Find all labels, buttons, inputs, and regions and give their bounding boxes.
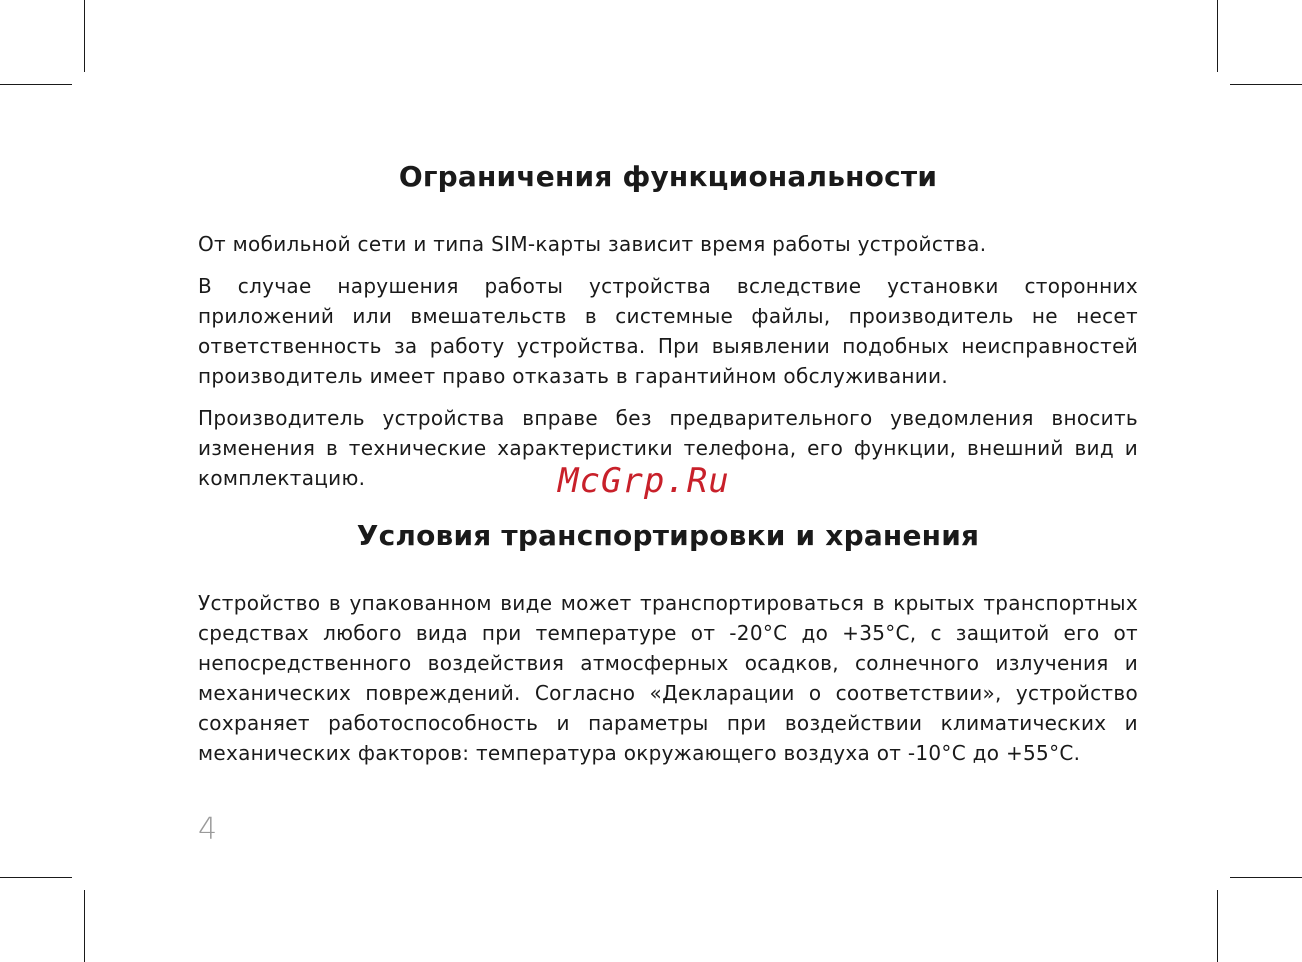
- crop-mark-top-left-horizontal: [0, 84, 72, 85]
- crop-mark-top-right-horizontal: [1230, 84, 1302, 85]
- page-content: [198, 150, 1138, 768]
- crop-mark-top-left-vertical: [84, 0, 85, 72]
- crop-mark-bottom-right-vertical: [1217, 890, 1218, 962]
- crop-mark-top-right-vertical: [1217, 0, 1218, 72]
- paragraph-transport-conditions: Устройство в упакованном виде может транспортироваться в крытых транспортных средствах любого вида при температуре от -20°C до +35°C, с защитой его от непосредственного воздействия атмосферных осадков, солнечного излучения и механических повреждений. Согласно «Декларации о соответствии», устройство сохраняет работоспособность и параметры при воздействии климатических и механических факторов: температура окружающего воздуха от -10°C до +55°C.: [198, 591, 1138, 765]
- paragraph-third-party-apps: В случае нарушения работы устройства вследствие установки сторонних приложений или вмешательств в системные файлы, производитель не несет ответственность за работу устройства. При выявлении подобных неисправностей производитель имеет право отказать в гарантийном обслуживании.: [198, 274, 1138, 388]
- crop-mark-bottom-right-horizontal: [1230, 877, 1302, 878]
- crop-mark-bottom-left-horizontal: [0, 877, 72, 878]
- page-number: 4: [198, 812, 218, 847]
- watermark: McGrp.Ru: [558, 461, 730, 501]
- section-title-transport-storage: Условия транспортировки и хранения: [356, 519, 980, 552]
- paragraph-sim-dependency: От мобильной сети и типа SIM-карты зависит время работы устройства.: [198, 232, 987, 256]
- crop-mark-bottom-left-vertical: [84, 890, 85, 962]
- section-title-functionality-limits: Ограничения функциональности: [398, 160, 938, 193]
- paragraph-manufacturer-changes: Производитель устройства вправе без предварительного уведомления вносить изменения в технические характеристики телефона, его функции, внешний вид и комплектацию.: [198, 406, 1138, 490]
